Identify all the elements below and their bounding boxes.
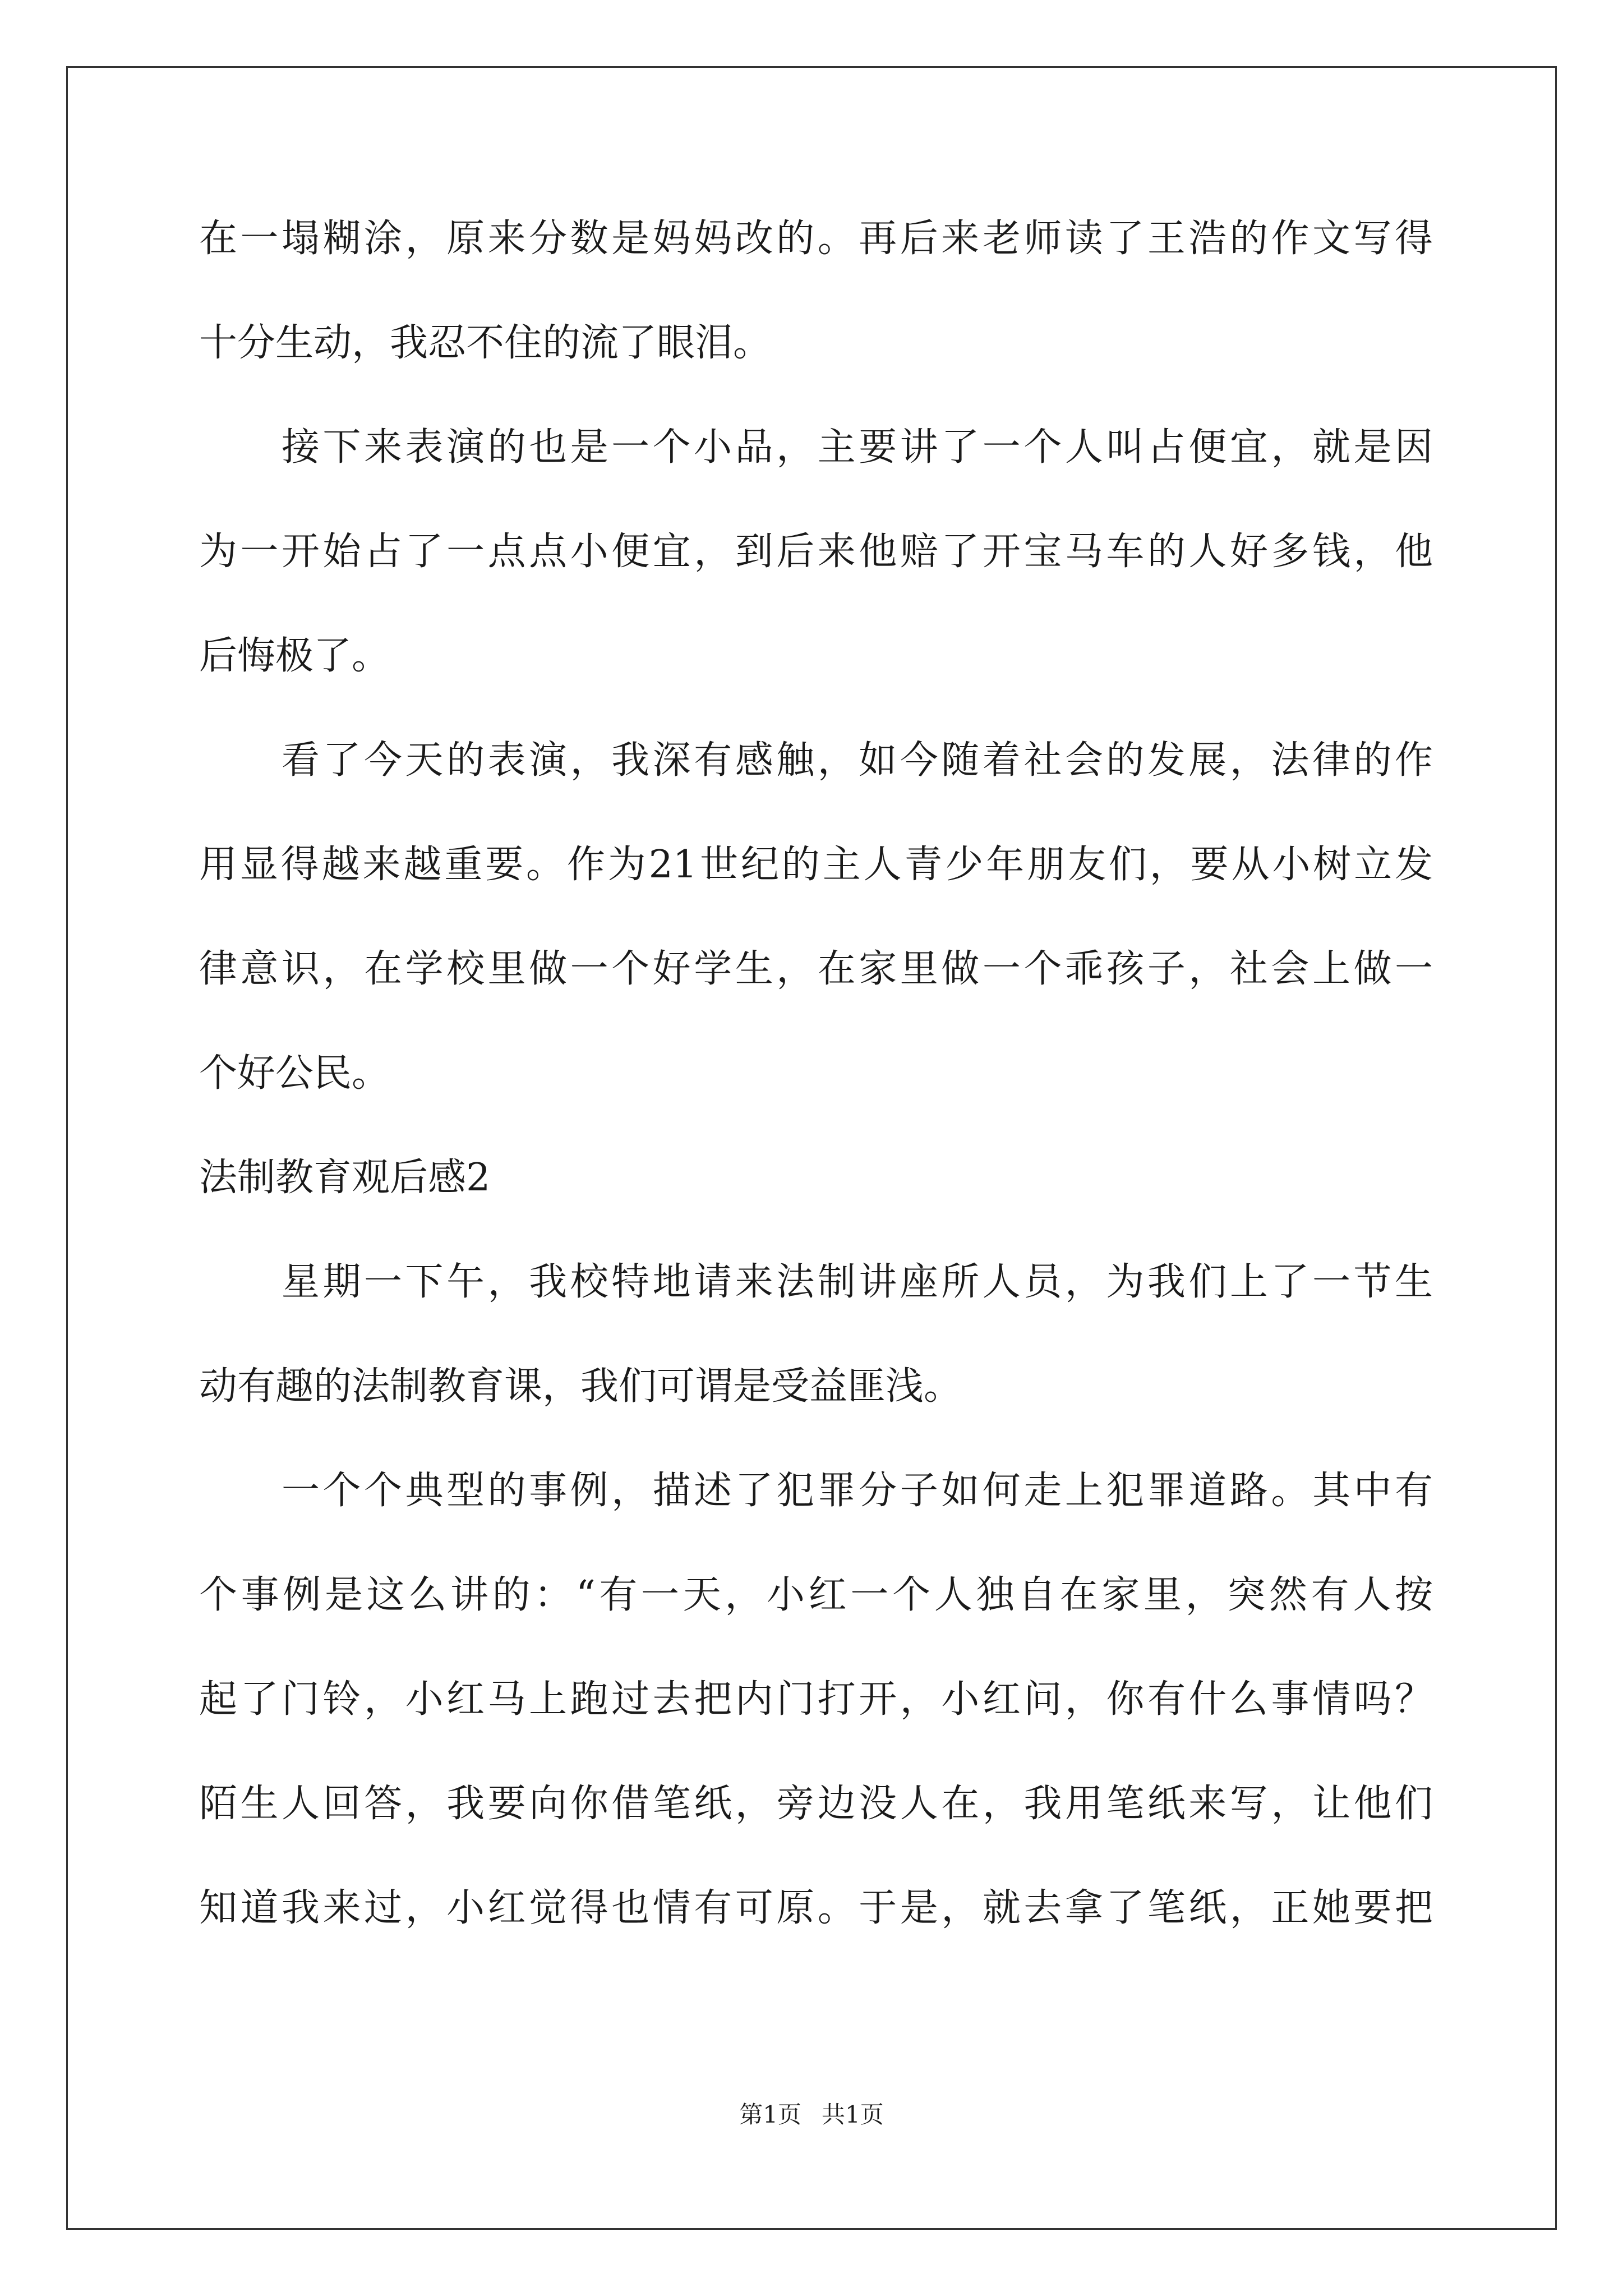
paragraph-start-line: 看了今天的表演，我深有感触，如今随着社会的发展，法律的作 [282,738,1433,783]
text-line: 为一开始占了一点点小便宜，到后来他赔了开宝马车的人好多钱，他 [199,530,1433,574]
paragraph-start-line: 一个个典型的事例，描述了犯罪分子如何走上犯罪道路。其中有 [282,1469,1433,1513]
page-number: 第1页 [739,2101,801,2128]
text-line: 动有趣的法制教育课，我们可谓是受益匪浅。 [199,1364,962,1409]
paragraph-start-line: 接下来表演的也是一个小品，主要讲了一个人叫占便宜，就是因 [282,425,1433,470]
text-line: 陌生人回答，我要向你借笔纸，旁边没人在，我用笔纸来写，让他们 [199,1782,1433,1826]
text-line: 后悔极了。 [199,634,390,678]
text-line: 十分生动，我忍不住的流了眼泪。 [199,321,772,365]
section-heading: 法制教育观后感2 [199,1156,491,1200]
text-line: 用显得越来越重要。作为21世纪的主人青少年朋友们，要从小树立发 [199,843,1433,887]
text-line: 个事例是这么讲的：“有一天，小红一个人独自在家里，突然有人按 [199,1573,1433,1617]
text-line: 知道我来过，小红觉得也情有可原。于是，就去拿了笔纸，正她要把 [199,1886,1433,1930]
text-line: 在一塌糊涂，原来分数是妈妈改的。再后来老师读了王浩的作文写得 [199,217,1433,261]
text-line: 个好公民。 [199,1051,390,1096]
page-footer [0,2098,1623,2132]
page-total: 共1页 [822,2101,884,2128]
paragraph-start-line: 星期一下午，我校特地请来法制讲座所人员，为我们上了一节生 [282,1260,1433,1304]
text-line: 律意识，在学校里做一个好学生，在家里做一个乖孩子，社会上做一 [199,947,1433,991]
text-line: 起了门铃，小红马上跑过去把内门打开，小红问，你有什么事情吗？ [199,1677,1433,1722]
